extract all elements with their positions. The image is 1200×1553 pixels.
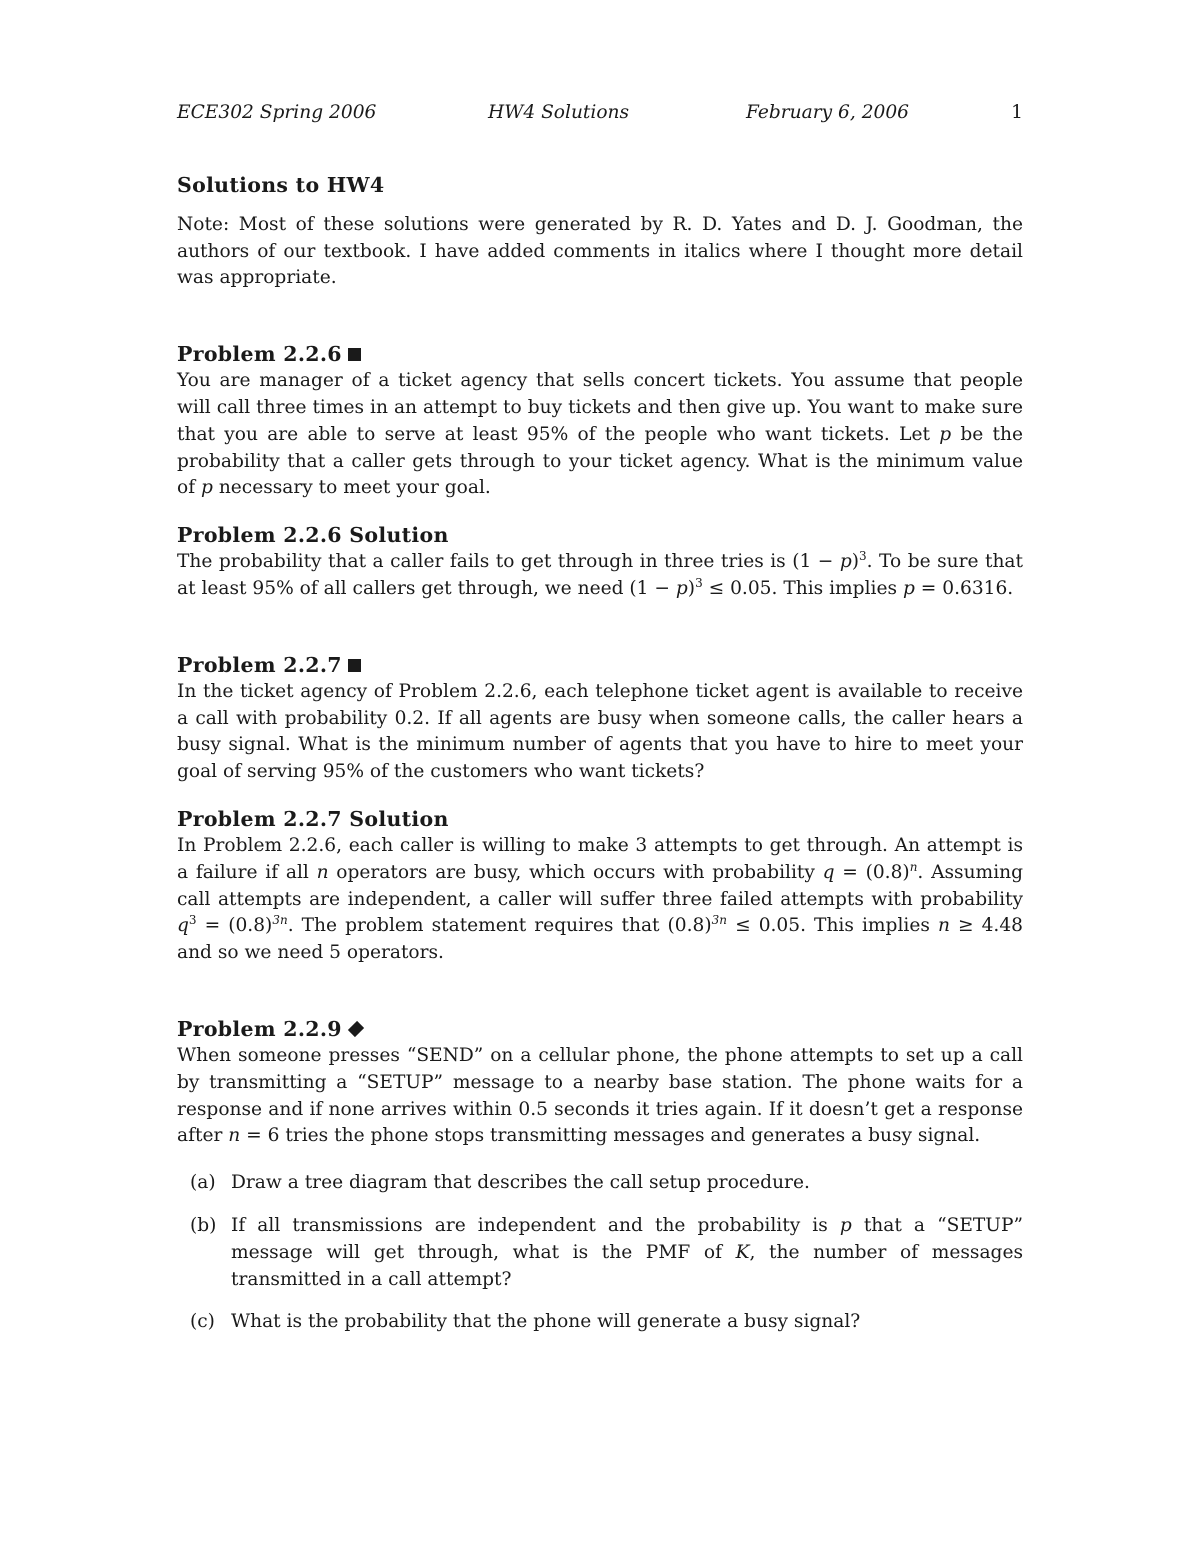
problem-2-2-6-text: You are manager of a ticket agency that sells concert tickets. You assume that people will call three times in an attempt to buy tickets and then give up. You want to make sure that you are able to serve at least 95% of the people who want tickets. Let p be the probability that a caller gets through to your ticket agency. What is the minimum value of p necessary to meet your goal. <box>177 370 1023 499</box>
document-title: Solutions to HW4 <box>177 173 385 197</box>
solution-2-2-7-text: In Problem 2.2.6, each caller is willing to make 3 attempts to get through. An attempt is a failure if all n operators are busy, which occurs with probability $q = (0.8)^n$. Assuming call attempts are independent, a caller will suffer three failed attempts with probability $q^3 = (0.8)^{3n}$. The problem statement requires that $(0.8)^{3n} \le 0.05$. This implies n ≥ 4.48 and so we need 5 operators. <box>177 834 1024 964</box>
problem-2-2-9-text: When someone presses “SEND” on a cellular phone, the phone attempts to set up a call by transmitting a “SETUP” message to a nearby base station. The phone waits for a response and if none arrives within 0.5 seconds it tries again. If it doesn’t get a response after n = 6 tries the phone stops transmitting messages and generates a busy signal. <box>177 1044 1023 1147</box>
square-marker-icon <box>348 659 361 672</box>
page-header <box>177 102 1023 130</box>
solution-2-2-6-text: The probability that a caller fails to get through in three tries is $(1 - p)^3$. To be sure that at least 95% of all callers get through, we need $(1 - p)^3 \le 0.05$. This implies p = 0.6316. <box>177 548 1023 599</box>
solution-2-2-7-heading: Problem 2.2.7 Solution <box>177 806 449 831</box>
problem-2-2-9-parts <box>177 1170 1023 1336</box>
header-course: ECE302 Spring 2006 <box>177 102 377 123</box>
header-date: February 6, 2006 <box>746 102 910 123</box>
list-item: (b) If all transmissions are independent and the probability is p that a “SETUP” message will get through, what is the PMF of K, the number of messages transmitted in a call attempt? <box>190 1214 1024 1290</box>
problem-2-2-9-heading: Problem 2.2.9 <box>177 1016 1023 1043</box>
note-paragraph: Note: Most of these solutions were generated by R. D. Yates and D. J. Goodman, the authors of our textbook. I have added comments in italics where I thought more detail was appropriate. <box>177 213 1023 289</box>
square-marker-icon <box>348 348 361 361</box>
diamond-marker-icon <box>348 1021 364 1037</box>
document-body <box>177 172 1023 1352</box>
problem-2-2-7-text: In the ticket agency of Problem 2.2.6, each telephone ticket agent is available to receive a call with probability 0.2. If all agents are busy when someone calls, the caller hears a busy signal. What is the minimum number of agents that you have to hire to meet your goal of serving 95% of the customers who want tickets? <box>177 680 1023 783</box>
solution-2-2-6-heading: Problem 2.2.6 Solution <box>177 523 449 548</box>
list-item: (a) Draw a tree diagram that describes the call setup procedure. <box>190 1172 810 1194</box>
problem-2-2-6-heading: Problem 2.2.6 <box>177 341 1023 368</box>
list-item: (c) What is the probability that the phone will generate a busy signal? <box>190 1311 861 1333</box>
header-page-number: 1 <box>1011 102 1023 123</box>
header-title: HW4 Solutions <box>488 102 630 123</box>
problem-2-2-7-heading: Problem 2.2.7 <box>177 652 1023 679</box>
